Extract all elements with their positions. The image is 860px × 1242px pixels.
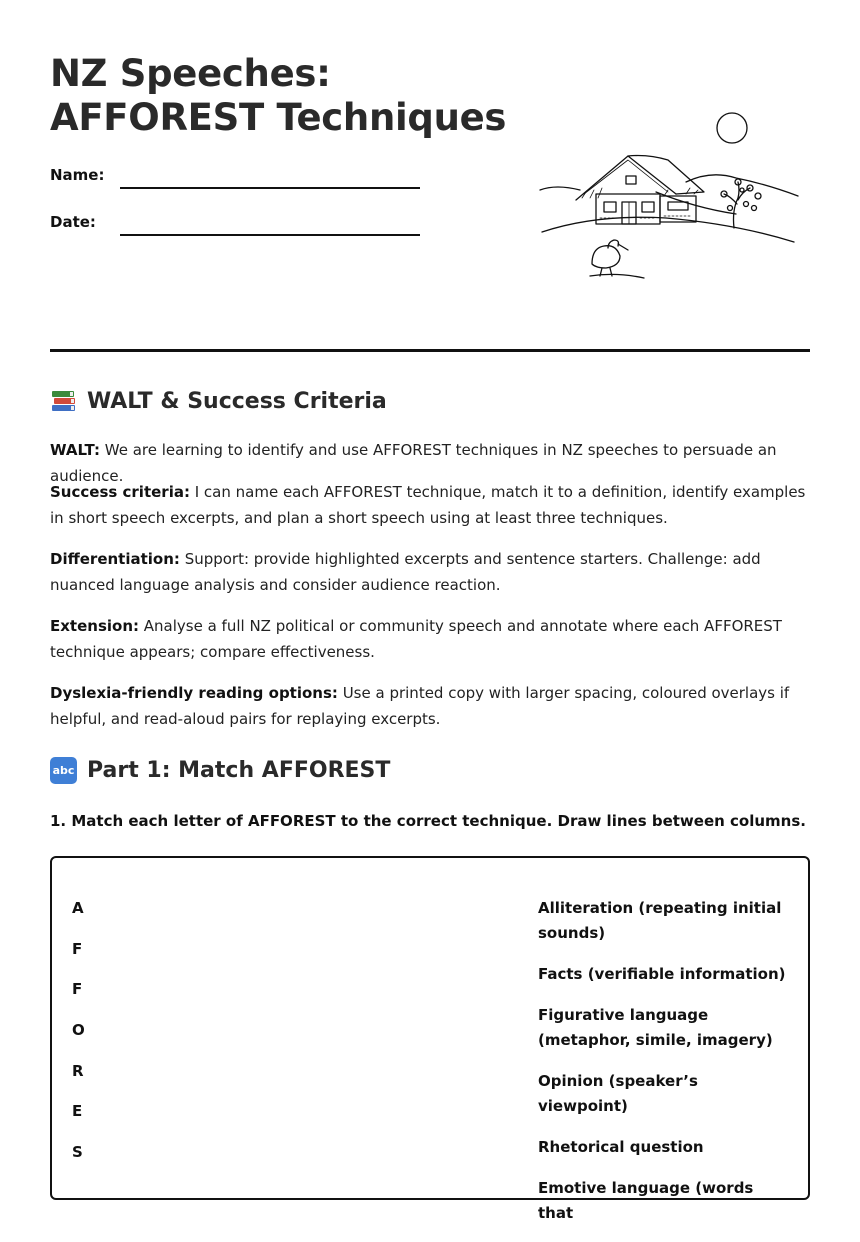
date-write-line — [120, 234, 420, 236]
walt-section-heading — [50, 388, 387, 414]
letter-item[interactable]: E — [72, 1102, 83, 1121]
techniques-column — [538, 896, 788, 1242]
letter-item[interactable]: F — [72, 939, 83, 958]
extension-text: Analyse a full NZ political or community speech and annotate where each AFFOREST technique appears; compare effectiveness. — [50, 617, 782, 661]
letter-item[interactable]: F — [72, 980, 83, 999]
page-title: NZ Speeches: AFFOREST Techniques — [50, 52, 507, 139]
technique-item[interactable]: Alliteration (repeating initial sounds) — [538, 899, 782, 942]
name-label: Name: — [50, 166, 105, 184]
matching-activity-box — [50, 856, 810, 1222]
walt-label: WALT: — [50, 441, 100, 459]
letter-item[interactable]: S — [72, 1143, 83, 1162]
differentiation-text: Support: provide highlighted excerpts and sentence starters. Challenge: add nuanced language analysis and consider audience reaction. — [50, 550, 761, 594]
success-criteria-text: I can name each AFFOREST technique, match it to a definition, identify examples in short speech excerpts, and plan a short speech using at least three techniques. — [50, 483, 806, 527]
technique-item[interactable]: Emotive language (words that — [538, 1179, 754, 1222]
sun-icon — [717, 113, 747, 143]
house-icon — [576, 156, 704, 225]
technique-item[interactable]: Opinion (speaker’s viewpoint) — [538, 1072, 698, 1115]
tree-icon — [721, 179, 761, 228]
dyslexia-options-paragraph — [50, 680, 810, 732]
books-icon — [50, 388, 77, 414]
afforest-letters-column — [72, 896, 85, 1181]
walt-section-title: WALT & Success Criteria — [87, 388, 387, 414]
kiwi-bird-icon — [590, 240, 644, 278]
name-write-line — [120, 187, 420, 189]
extension-paragraph — [50, 613, 810, 665]
letter-item[interactable]: A — [72, 899, 84, 917]
part1-instruction: 1. Match each letter of AFFOREST to the correct technique. Draw lines between columns. — [50, 812, 806, 830]
marae-landscape-illustration — [536, 104, 804, 284]
date-label: Date: — [50, 213, 96, 231]
letter-item[interactable]: R — [72, 1061, 84, 1080]
part1-section-heading — [50, 757, 390, 784]
success-criteria-label: Success criteria: — [50, 483, 190, 501]
extension-label: Extension: — [50, 617, 139, 635]
abc-icon: abc — [50, 757, 77, 784]
technique-item[interactable]: Figurative language (metaphor, simile, imagery) — [538, 1006, 773, 1049]
differentiation-label: Differentiation: — [50, 550, 180, 568]
dyslexia-options-label: Dyslexia-friendly reading options: — [50, 684, 338, 702]
success-criteria-paragraph — [50, 479, 810, 531]
walt-text: We are learning to identify and use AFFOREST techniques in NZ speeches to persuade an audience. — [50, 441, 777, 485]
technique-item[interactable]: Rhetorical question — [538, 1138, 704, 1156]
differentiation-paragraph — [50, 546, 810, 598]
technique-item[interactable]: Facts (verifiable information) — [538, 965, 786, 983]
section-divider — [50, 349, 810, 352]
letter-item[interactable]: O — [72, 1021, 85, 1040]
dyslexia-options-text: Use a printed copy with larger spacing, coloured overlays if helpful, and read-aloud pairs for replaying excerpts. — [50, 684, 790, 728]
part1-section-title: Part 1: Match AFFOREST — [87, 758, 391, 783]
